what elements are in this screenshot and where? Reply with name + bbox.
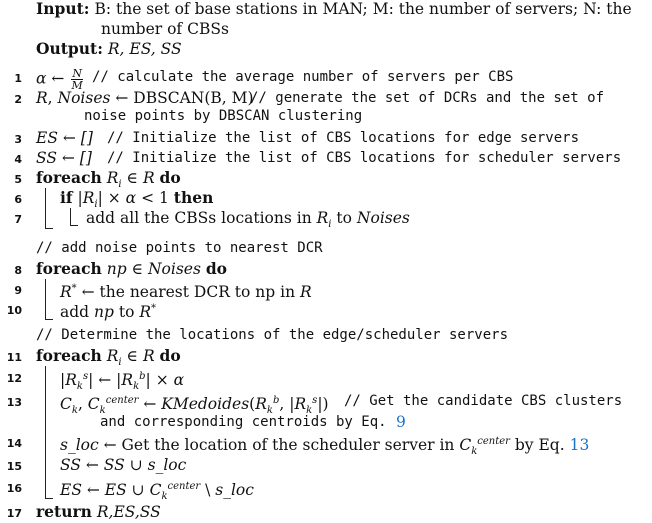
line-6-text: if $|R_i| \times \alpha < 1$ then	[60, 188, 214, 211]
line-13-comment: // Get the candidate CBS clusters	[344, 393, 623, 409]
line-number: 14	[6, 437, 22, 450]
line-4-comment: // Initialize the list of CBS locations for scheduler servers	[107, 150, 622, 166]
line-number: 2	[14, 93, 22, 106]
line-number: 17	[6, 507, 22, 520]
block-bar-foreach-1	[45, 188, 46, 228]
output-text: R, ES, SS	[107, 40, 182, 58]
line-13-text: $C_k$, $C_k^{center}$ ← $KMedoides(R_k^b$, $|R_k^s|$)	[60, 395, 329, 417]
line-2-text: R, Noises ← DBSCAN(B, M)	[36, 89, 254, 107]
line-4-text: SS ← []	[36, 149, 92, 167]
input-line-cont	[101, 20, 229, 38]
comment-determine: // Determine the locations of the edge/scheduler servers	[36, 327, 509, 343]
output-label: Output:	[36, 39, 103, 58]
eq-9-link[interactable]: 9	[396, 413, 406, 431]
line-number: 8	[14, 264, 22, 277]
block-bar-foreach-2	[45, 279, 46, 319]
line-15-text: SS ← SS ∪ s_loc	[60, 456, 187, 474]
line-1-comment: // calculate the average number of servers per CBS	[92, 69, 514, 85]
line-number: 1	[14, 72, 22, 85]
line-13-comment-cont: and corresponding centroids by Eq.	[100, 414, 387, 430]
line-number: 11	[6, 351, 22, 364]
line-number: 15	[6, 460, 22, 473]
line-number: 10	[6, 304, 22, 317]
line-14-text: s_loc ← Get the location of the scheduler server in $C_k^{center}$ by Eq. 13	[60, 436, 590, 458]
line-12-text: $|R_k^s|$ ← $|R_k^b| \times \alpha$	[60, 371, 185, 393]
line-number: 3	[14, 133, 22, 146]
line-17-text: return R,ES,SS	[36, 502, 161, 521]
line-number: 7	[14, 213, 22, 226]
line-number: 16	[6, 482, 22, 495]
comment-noise: // add noise points to nearest DCR	[36, 240, 323, 256]
line-number: 12	[6, 372, 22, 385]
block-end-if	[70, 225, 78, 226]
line-10-text: add np to R*	[60, 303, 157, 322]
line-7-text: add all the CBSs locations in $R_i$ to Noises	[86, 209, 410, 231]
line-number: 13	[6, 396, 22, 409]
block-bar-if	[70, 208, 71, 225]
block-bar-foreach-3	[45, 366, 46, 498]
block-end-foreach-3	[45, 498, 53, 499]
line-8-text: foreach np ∈ Noises do	[36, 259, 228, 278]
line-2-comment: // generate the set of DCRs and the set of	[250, 90, 605, 106]
input-text: B: the set of base stations in MAN; M: the number of servers; N: the	[94, 0, 632, 18]
input-label: Input:	[36, 0, 90, 18]
line-number: 6	[14, 193, 22, 206]
block-end-foreach-2	[45, 319, 53, 320]
line-9-text: R* ← the nearest DCR to np in R	[60, 283, 312, 302]
line-3-text: ES ← []	[36, 129, 93, 147]
input-text-cont: number of CBSs	[101, 20, 229, 38]
line-11-text: foreach $R_i$ ∈ R do	[36, 346, 181, 369]
line-number: 4	[14, 153, 22, 166]
input-line	[36, 0, 632, 18]
line-number: 5	[14, 173, 22, 186]
block-end-foreach-1	[45, 228, 53, 229]
line-number: 9	[14, 284, 22, 297]
line-16-text: ES ← ES ∪ $C_k^{center}$ \ s_loc	[60, 481, 254, 503]
line-3-comment: // Initialize the list of CBS locations for edge servers	[107, 130, 580, 146]
line-5-text: foreach $R_i$ ∈ R do	[36, 168, 181, 191]
line-1-expr: α ← $\frac{N}{M}$	[36, 67, 83, 92]
eq-13-link[interactable]: 13	[569, 436, 590, 455]
line-2-comment-cont: noise points by DBSCAN clustering	[84, 108, 363, 124]
output-line	[36, 40, 182, 58]
